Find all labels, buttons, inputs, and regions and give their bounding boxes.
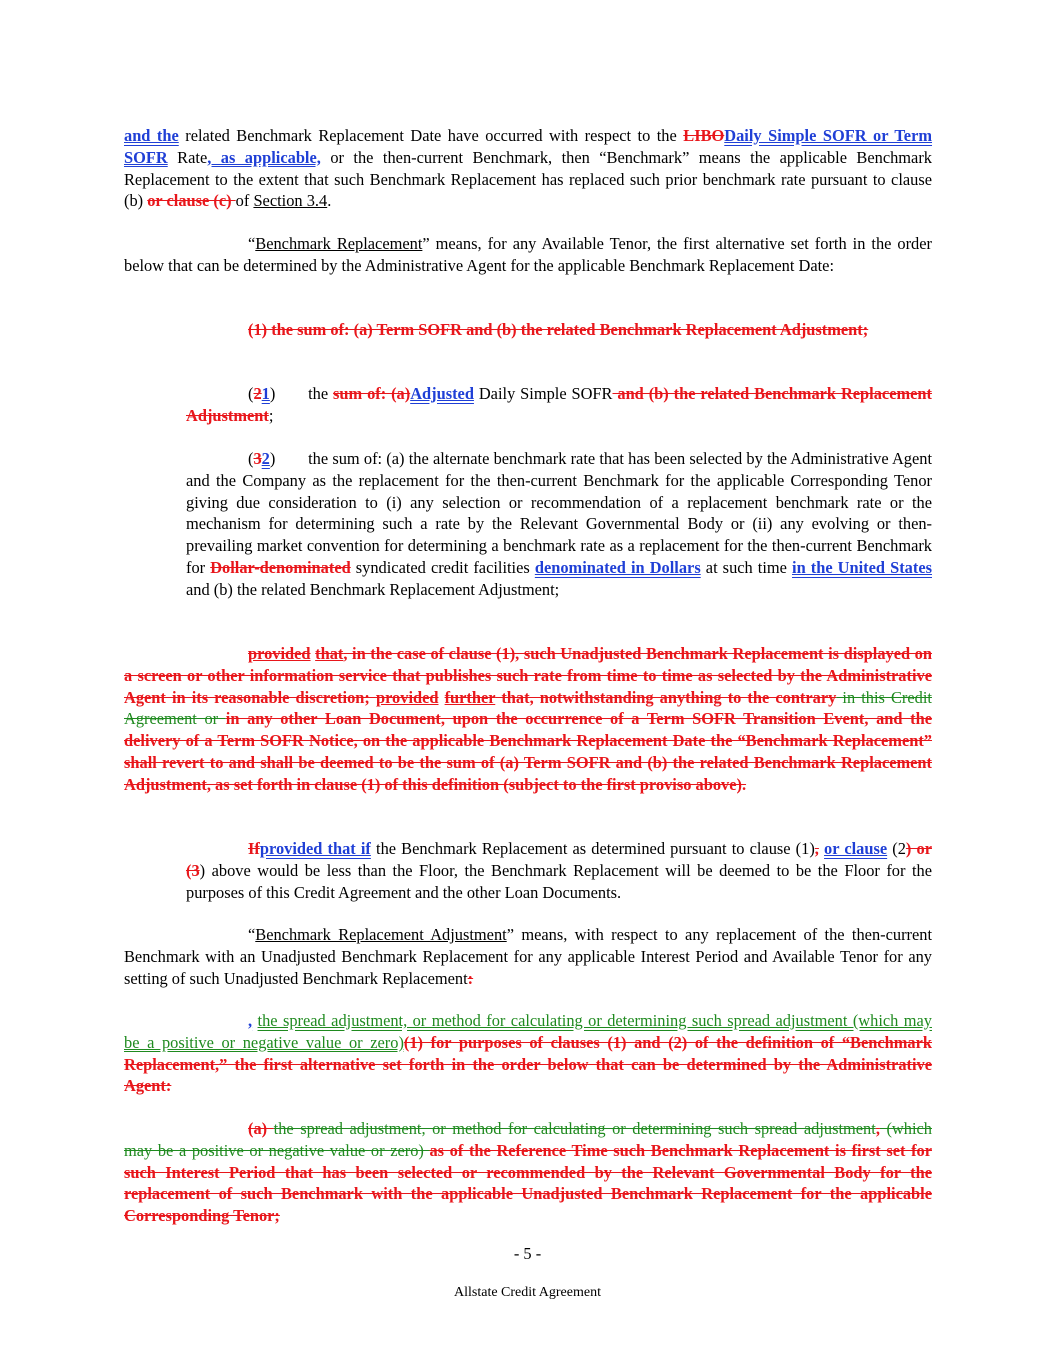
deletion: as of the Reference Time such Benchmark Replacement is first set for such Interest Period that has been selected or recommended by the Relevant Governmental Body for the replacement of such Benchmark with the applicable Unadjusted Benchmark Replacement for the applicable Corresponding Tenor; [124, 1140, 932, 1226]
proviso-deleted [124, 643, 932, 796]
text: of [235, 191, 254, 211]
deletion: sum of: (a) [333, 384, 411, 403]
text: at such time [700, 557, 793, 577]
section-reference: Section 3.4 [253, 191, 328, 211]
deletion: further [444, 687, 496, 707]
deletion: and (b) the related Benchmark Replacement Adjustment [186, 384, 932, 425]
insertion: 1 [261, 384, 270, 403]
text: (2 [887, 839, 906, 858]
text: ) the sum of: (a) the alternate benchmark rate that has been selected by the Administrative Agent and the Company as the replacement for the then-current Benchmark for the applicable Corresponding Tenor giving due consideration to (i) any selection or recommendation of a replacement benchmark rate or the mechanism for determining such a rate by the Relevant Governmental Body or (ii) any evolving or then-prevailing market convention for determining a benchmark rate as a replacement for the then-current Benchmark for [186, 449, 932, 577]
text: or the then-current Benchmark, then “Benchmark” means the applicable Benchmark Replacement to the extent that such Benchmark Replacement has replaced such prior benchmark rate pursuant to clause (b) [124, 147, 932, 211]
clause-a-deleted [124, 1118, 932, 1227]
page-number: - 5 - [513, 1244, 542, 1263]
deletion: (a) [248, 1119, 274, 1138]
deletion: , in the case of clause (1), such Unadjusted Benchmark Replacement is displayed on a screen or other information service that publishes such rate from time to time as selected by the Administrative Agent in its reasonable discretion; [124, 644, 932, 707]
insertion: Adjusted [410, 384, 474, 403]
deletion: , [814, 839, 819, 858]
text: ( [248, 384, 254, 403]
text: Daily Simple SOFR [473, 384, 613, 403]
deletion: , [875, 1119, 880, 1138]
deletion: ) or (3 [186, 839, 932, 880]
deletion: (1) for purposes of clauses (1) and (2) of the definition of “Benchmark Replacement,” the first alternative set forth in the order below that can be determined by the Administrative Agent: [124, 1032, 932, 1096]
deletion: that [315, 644, 344, 663]
deletion: If [248, 839, 260, 858]
insertion: , as applicable, [207, 147, 321, 167]
deletion: : [467, 968, 474, 988]
definition-benchmark-replacement [124, 233, 932, 277]
insertion: 2 [261, 449, 270, 468]
insertion: in the United States [792, 557, 932, 577]
insertion: denominated in Dollars [534, 557, 701, 577]
deletion: provided [248, 644, 311, 663]
text: Rate [167, 147, 208, 167]
clause-1-deleted [124, 319, 932, 341]
moved-text: in this Credit Agreement or [124, 687, 932, 729]
insertion: provided that if [259, 839, 371, 858]
spread-adjustment-paragraph [124, 1010, 932, 1097]
deletion: in any other Loan Document, upon the occurrence of a Term SOFR Transition Event, and the delivery of a Term SOFR Notice, on the applicable Benchmark Replacement Date the “Benchmark Replacement” shall revert to and shall be deemed to be the sum of (a) Term SOFR and (b) the related Benchmark Replacement Adjustment, as set forth in clause (1) of this definition (subject to the first proviso above). [124, 709, 933, 794]
moved-text: the spread adjustment, or method for calculating or determining such spread adjustment [273, 1119, 876, 1138]
deletion: provided [375, 687, 439, 707]
deletion: 3 [253, 449, 262, 468]
text: “ [248, 925, 256, 944]
text: ) the [269, 384, 334, 403]
insertion: , [248, 1011, 253, 1030]
text: “ [248, 234, 256, 253]
deletion: that, notwithstanding anything to the contrary [495, 687, 837, 707]
insertion: and the [124, 126, 179, 145]
text: ” means, with respect to any replacement of the then-current Benchmark with an Unadjusted Benchmark Replacement for any applicable Interest Period and Available Tenor for any setting of such Unadjusted Benchmark Replacement [124, 925, 933, 988]
text: . [327, 191, 332, 211]
deletion: (1) the sum of: (a) Term SOFR and (b) the related Benchmark Replacement Adjustment; [248, 320, 869, 339]
deletion: LIBO [683, 126, 725, 145]
insertion: Daily Simple SOFR or Term SOFR [124, 126, 933, 167]
floor-proviso [186, 838, 932, 903]
insertion: or clause [824, 839, 888, 858]
clause-2 [186, 383, 932, 427]
text: ” means, for any Available Tenor, the first alternative set forth in the order below that can be determined by the Administrative Agent for the applicable Benchmark Replacement Date: [124, 234, 932, 275]
text: and (b) the related Benchmark Replacement Adjustment; [186, 579, 560, 599]
defined-term: Benchmark Replacement Adjustment [255, 925, 507, 944]
moved-text: the spread adjustment, or method for calculating or determining such spread adjustment (which may be a positive or negative value or zero) [124, 1011, 932, 1052]
clause-3 [186, 448, 932, 601]
text: ) above would be less than the Floor, the Benchmark Replacement will be deemed to be the Floor for the purposes of this Credit Agreement and the other Loan Documents. [186, 860, 932, 902]
deletion: 2 [253, 384, 262, 403]
paragraph-benchmark-continuation [124, 125, 932, 212]
moved-text: (which may be a positive or negative value or zero) [124, 1119, 932, 1160]
text: ( [248, 449, 254, 468]
text: syndicated credit facilities [350, 557, 535, 577]
deletion: Dollar-denominated [210, 557, 351, 577]
definition-benchmark-replacement-adjustment [124, 924, 932, 989]
text: ; [268, 405, 274, 425]
text: the Benchmark Replacement as determined pursuant to clause (1) [370, 839, 815, 858]
defined-term: Benchmark Replacement [255, 234, 423, 253]
text: related Benchmark Replacement Date have occurred with respect to the [178, 126, 684, 145]
footer: Allstate Credit Agreement [454, 1285, 601, 1300]
deletion: or clause (c) [147, 191, 236, 211]
